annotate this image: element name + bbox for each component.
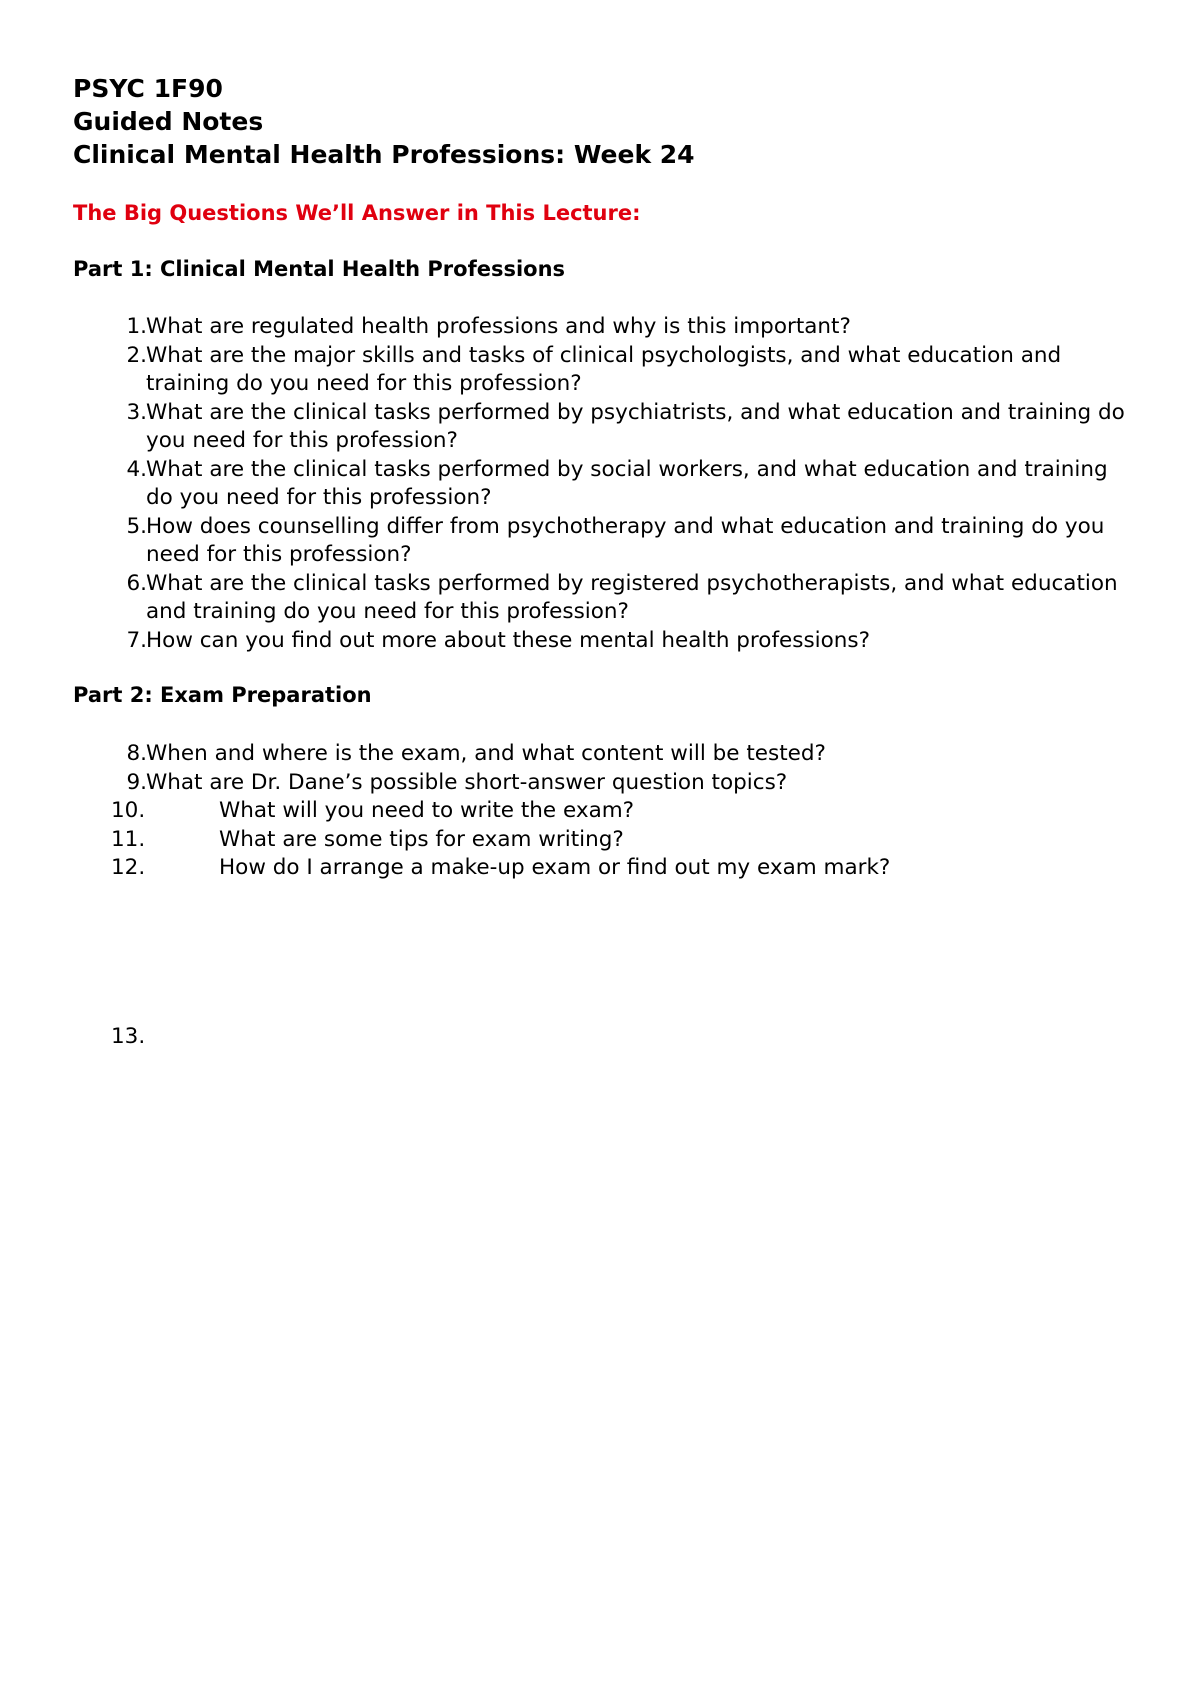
- part1-question-list: [0, 313, 1200, 655]
- list-item-text: What are the clinical tasks performed by registered psychotherapists, and what education and training do you need for this profession?: [146, 570, 1118, 624]
- list-item-number: 4.: [126, 456, 147, 482]
- document-type: Guided Notes: [73, 107, 264, 136]
- list-item-text: What are Dr. Dane’s possible short-answer question topics?: [146, 769, 788, 795]
- empty-list-item-number: 13.: [111, 1024, 146, 1049]
- list-item-text: When and where is the exam, and what content will be tested?: [146, 741, 826, 766]
- list-item-number: 7.: [126, 627, 147, 653]
- part2-question-list: [0, 740, 1200, 883]
- list-item: [0, 854, 1200, 883]
- list-item-number: 6.: [126, 570, 147, 596]
- big-questions-intro: The Big Questions We’ll Answer in This Lecture:: [73, 201, 641, 225]
- list-item: [0, 570, 1200, 627]
- list-item-number: 11.: [111, 826, 146, 852]
- list-item-number: 3.: [126, 399, 147, 425]
- list-item-number: 10.: [111, 798, 146, 823]
- list-item: [0, 399, 1200, 456]
- list-item-number: 9.: [126, 769, 147, 795]
- list-item-text: How does counselling differ from psychotherapy and what education and training do you need for this profession?: [146, 513, 1105, 567]
- list-item-text: What are regulated health professions and why is this important?: [146, 314, 851, 339]
- lecture-title: Clinical Mental Health Professions: Week 24: [73, 140, 695, 169]
- course-code: PSYC 1F90: [73, 74, 223, 103]
- list-item: [0, 456, 1200, 513]
- list-item-number: 8.: [126, 741, 147, 766]
- list-item-text: What are the major skills and tasks of clinical psychologists, and what education and training do you need for this profession?: [146, 342, 1062, 396]
- list-item-text: What are some tips for exam writing?: [219, 826, 624, 852]
- list-item: [0, 826, 1200, 855]
- list-item-text: How can you find out more about these mental health professions?: [146, 627, 871, 653]
- list-item-number: 5.: [126, 513, 147, 539]
- list-item: [0, 627, 1200, 656]
- list-item-number: 2.: [126, 342, 147, 368]
- list-item-text: What are the clinical tasks performed by social workers, and what education and training do you need for this profession?: [146, 456, 1108, 510]
- list-item-number: 1.: [126, 314, 147, 339]
- list-item: [0, 740, 1200, 769]
- list-item: [0, 797, 1200, 826]
- list-item: [0, 513, 1200, 570]
- list-item: [0, 313, 1200, 342]
- list-item: [0, 769, 1200, 798]
- part2-heading: Part 2: Exam Preparation: [73, 683, 372, 707]
- list-item: [0, 342, 1200, 399]
- list-item-text: What will you need to write the exam?: [219, 798, 635, 823]
- list-item-number: 12.: [111, 855, 146, 880]
- part1-heading: Part 1: Clinical Mental Health Professions: [73, 257, 566, 281]
- list-item-text: What are the clinical tasks performed by psychiatrists, and what education and training do you need for this profession?: [146, 399, 1125, 453]
- list-item-text: How do I arrange a make-up exam or find out my exam mark?: [219, 855, 891, 880]
